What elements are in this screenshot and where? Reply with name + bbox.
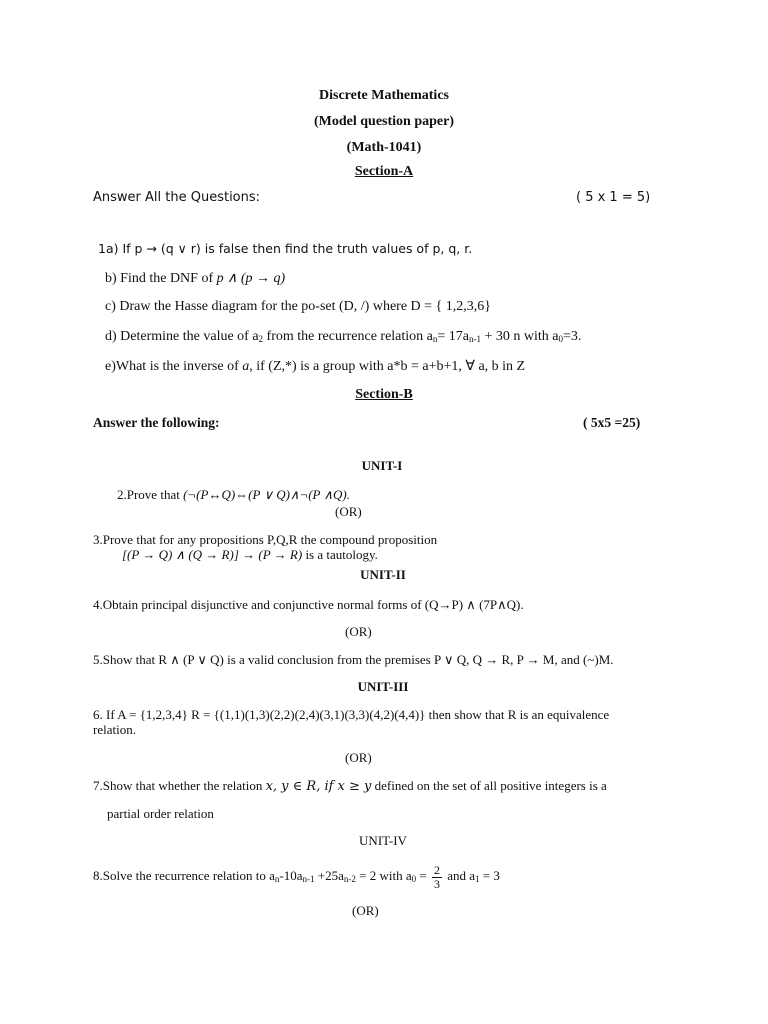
unit-3-heading: UNIT-III [357, 679, 409, 694]
unit-2-heading: UNIT-II [360, 567, 406, 582]
section-a-heading: Section-A [354, 164, 414, 179]
question-1e: e)What is the inverse of a, if (Z,*) is a group with a*b = a+b+1, ∀ a, b in Z [105, 359, 526, 374]
question-6-line1: 6. If A = {1,2,3,4} R = {(1,1)(1,3)(2,2)(2,4)(3,1)(3,3)(4,2)(4,4)} then show that R is an equivalence [93, 707, 610, 722]
unit-1-or: (OR) [335, 504, 362, 519]
question-5: 5.Show that R ∧ (P ∨ Q) is a valid conclusion from the premises P ∨ Q, Q → R, P → M, and (~)M. [93, 652, 614, 667]
section-b-heading: Section-B [355, 387, 413, 402]
paper-title: Discrete Mathematics [319, 88, 449, 103]
unit-4-heading: UNIT-IV [359, 833, 407, 848]
question-3-line1: 3.Prove that for any propositions P,Q,R the compound proposition [93, 532, 438, 547]
paper-subtitle: (Model question paper) [314, 114, 454, 129]
question-6-line2: relation. [93, 722, 136, 737]
question-1b: b) Find the DNF of p ∧ (p → q) [105, 271, 286, 286]
unit-1-heading: UNIT-I [361, 458, 403, 473]
question-7-line2: partial order relation [107, 806, 214, 821]
question-1d: d) Determine the value of $a_2$ from the recurrence relation $a_n= 17a_{n-1} + 30$ n with $a_0=3$. [105, 329, 582, 344]
fraction-two-thirds: $\frac{2}{3}$ [433, 862, 440, 891]
question-7-line1: 7.Show that whether the relation x, y ∈ R, if x ≥ y defined on the set of all positive integers is a [93, 778, 607, 794]
course-code: (Math-1041) [346, 140, 422, 155]
unit-3-or: (OR) [345, 750, 372, 765]
section-b-instruction: Answer the following: [93, 415, 220, 430]
unit-2-or: (OR) [345, 624, 372, 639]
question-1a: 1a) If p → (q ∨ r) is false then find the truth values of p, q, r. [98, 241, 473, 256]
question-2: 2.Prove that (¬(P↔Q)⇔(P ∨ Q)∧¬(P ∧Q). [117, 487, 350, 502]
question-1c: c) Draw the Hasse diagram for the po-set (D, /) where D = { 1,2,3,6} [105, 299, 491, 314]
section-a-instruction: Answer All the Questions: [93, 190, 261, 205]
question-8: 8.Solve the recurrence relation to $a_n-10a_{n-1} +25a_{n-2} = 2$ with $a_0$ = $\frac{2}{3}$ and $a_1 = 3$ [93, 862, 500, 891]
question-4: 4.Obtain principal disjunctive and conjunctive normal forms of (Q→P) ∧ (7P∧Q). [93, 597, 524, 612]
section-a-marks: ( 5 x 1 = 5) [576, 190, 651, 205]
question-3-line2: [(P → Q) ∧ (Q → R)] → (P → R) is a tautology. [122, 547, 378, 562]
unit-4-or: (OR) [352, 903, 379, 918]
section-b-marks: ( 5x5 =25) [583, 415, 641, 430]
